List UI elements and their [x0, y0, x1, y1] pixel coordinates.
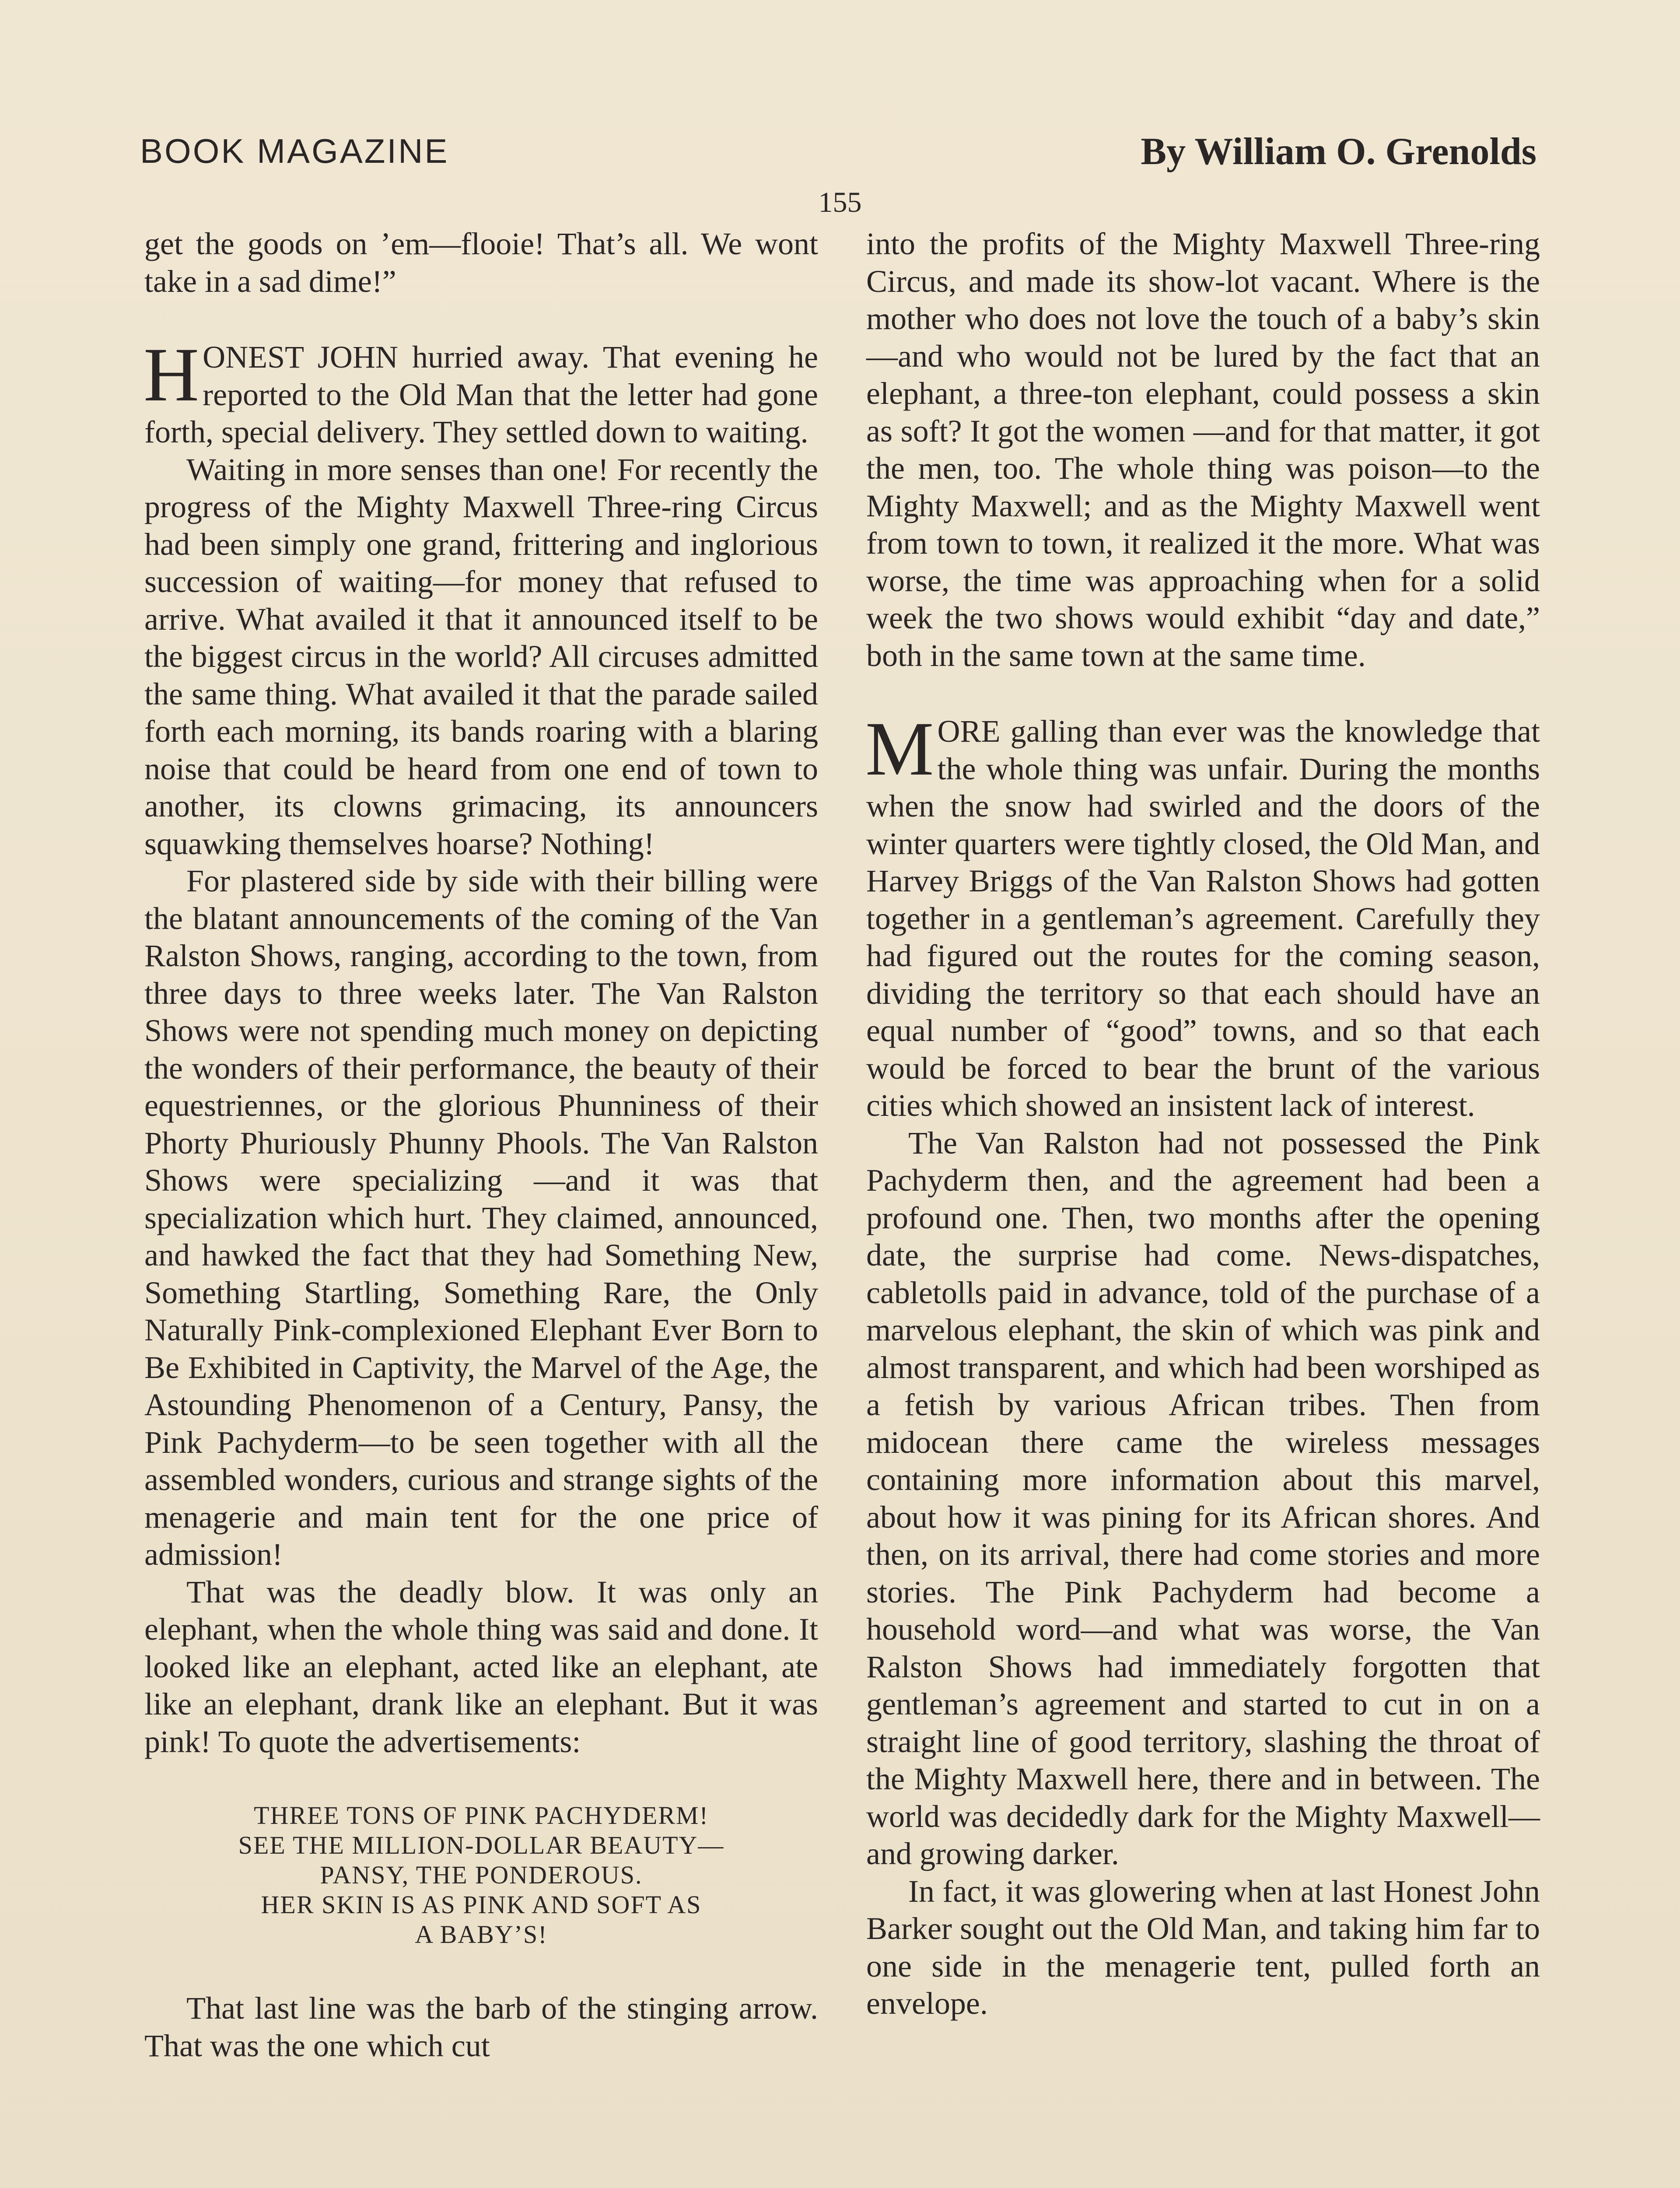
quote-line: PANSY, THE PONDEROUS. [320, 1861, 643, 1889]
quote-line: THREE TONS OF PINK PACHYDERM! [254, 1801, 709, 1830]
quote-line: HER SKIN IS AS PINK AND SOFT AS [261, 1890, 702, 1919]
paragraph: into the profits of the Mighty Maxwell Three-ring Circus, and made its show-lot vacant. Where is the mother who does not love the touch of a baby’s skin—and who would not be lured by the fact that an elephant, a three-ton elephant, could possess a skin as soft? It got the women —and for that matter, it got the men, too. The whole thing was poison—to the Mighty Maxwell; and as the Mighty Maxwell went from town to town, it realized it the more. What was worse, the time was approaching when for a solid week the two shows would exhibit “day and date,” both in the same town at the same time. [866, 226, 1540, 673]
paragraph: Waiting in more senses than one! For recently the progress of the Mighty Maxwell Three-ring Circus had been simply one grand, frittering and inglorious succession of waiting—for money that refused to arrive. What availed it that it announced itself to be the biggest circus in the world? All circuses admitted the same thing. What availed it that the parade sailed forth each morning, its bands roaring with a blaring noise that could be heard from one end of town to another, its clowns grimacing, its announcers squawking themselves hoarse? Nothing! [144, 452, 818, 861]
paragraph: For plastered side by side with their billing were the blatant announcements of the coming of the Van Ralston Shows, ranging, according to the town, from three days to three weeks later. The Van Ralston Shows were not spending much money on depicting the wonders of their performance, the beauty of their equestriennes, or the glorious Phunniness of their Phorty Phuriously Phunny Phools. The Van Ralston Shows were specializing —and it was that specialization which hurt. They claimed, announced, and hawked the fact that they had Something New, Something Startling, Something Rare, the Only Naturally Pink-complexioned Elephant Ever Born to Be Exhibited in Captivity, the Marvel of the Age, the Astounding Phenomenon of a Century, Pansy, the Pink Pachyderm—to be seen together with all the assembled wonders, curious and strange sights of the menagerie and main tent for the one price of admission! [144, 863, 818, 1572]
left-column [144, 225, 818, 2065]
page-number: 155 [818, 186, 862, 218]
quote-line: SEE THE MILLION-DOLLAR BEAUTY— [238, 1831, 724, 1859]
right-column [866, 225, 1540, 2023]
section-opening-paragraph [865, 706, 1540, 1125]
paragraph: In fact, it was glowering when at last Honest John Barker sought out the Old Man, and taking him far to one side in the menagerie tent, pulled forth an envelope. [866, 1873, 1540, 2021]
paragraph: That was the deadly blow. It was only an elephant, when the whole thing was said and done. It looked like an elephant, acted like an elephant, ate like an elephant, drank like an elephant. But it was pink! To quote the advertisements: [144, 1574, 818, 1759]
paragraph-text: ONEST JOHN hurried away. That evening he reported to the Old Man that the letter had gone forth, special delivery. They settled down to waiting. [144, 340, 818, 449]
advertisement-quote [144, 1801, 818, 1950]
paragraph: get the goods on ’em—flooie! That’s all. We wont take in a sad dime!” [144, 226, 818, 299]
quote-line: A BABY’S! [415, 1920, 548, 1949]
magazine-title: BOOK MAGAZINE [140, 132, 449, 170]
paragraph-text: ORE galling than ever was the knowledge that the whole thing was unfair. During the months when the snow had swirled and the doors of the winter quarters were tightly closed, the Old Man, and Harvey Briggs of the Van Ralston Shows had gotten together in a gentleman’s agreement. Carefully they had figured out the routes for the coming season, dividing the territory so that each should have an equal number of “good” towns, and so that each would be forced to bear the brunt of the various cities which showed an insistent lack of interest. [866, 714, 1540, 1123]
author-byline: By William O. Grenolds [1141, 130, 1536, 173]
drop-cap: H [144, 332, 200, 417]
paragraph: The Van Ralston had not possessed the Pink Pachyderm then, and the agreement had been a profound one. Then, two months after the opening date, the surprise had come. News-dispatches, cabletolls paid in advance, told of the purchase of a marvelous elephant, the skin of which was pink and almost transparent, and which had been worshiped as a fetish by various African tribes. Then from midocean there came the wireless messages containing more information about this marvel, about how it was pining for its African shores. And then, on its arrival, there had come stories and more stories. The Pink Pachyderm had become a household word—and what was worse, the Van Ralston Shows had immediately forgotten that gentleman’s agreement and started to cut in on a straight line of good territory, slashing the throat of the Mighty Maxwell here, there and in between. The world was decidedly dark for the Mighty Maxwell—and growing darker. [866, 1125, 1540, 1871]
paragraph: That last line was the barb of the stinging arrow. That was the one which cut [144, 1991, 818, 2063]
section-opening-paragraph [144, 332, 818, 451]
drop-cap: M [865, 706, 934, 792]
